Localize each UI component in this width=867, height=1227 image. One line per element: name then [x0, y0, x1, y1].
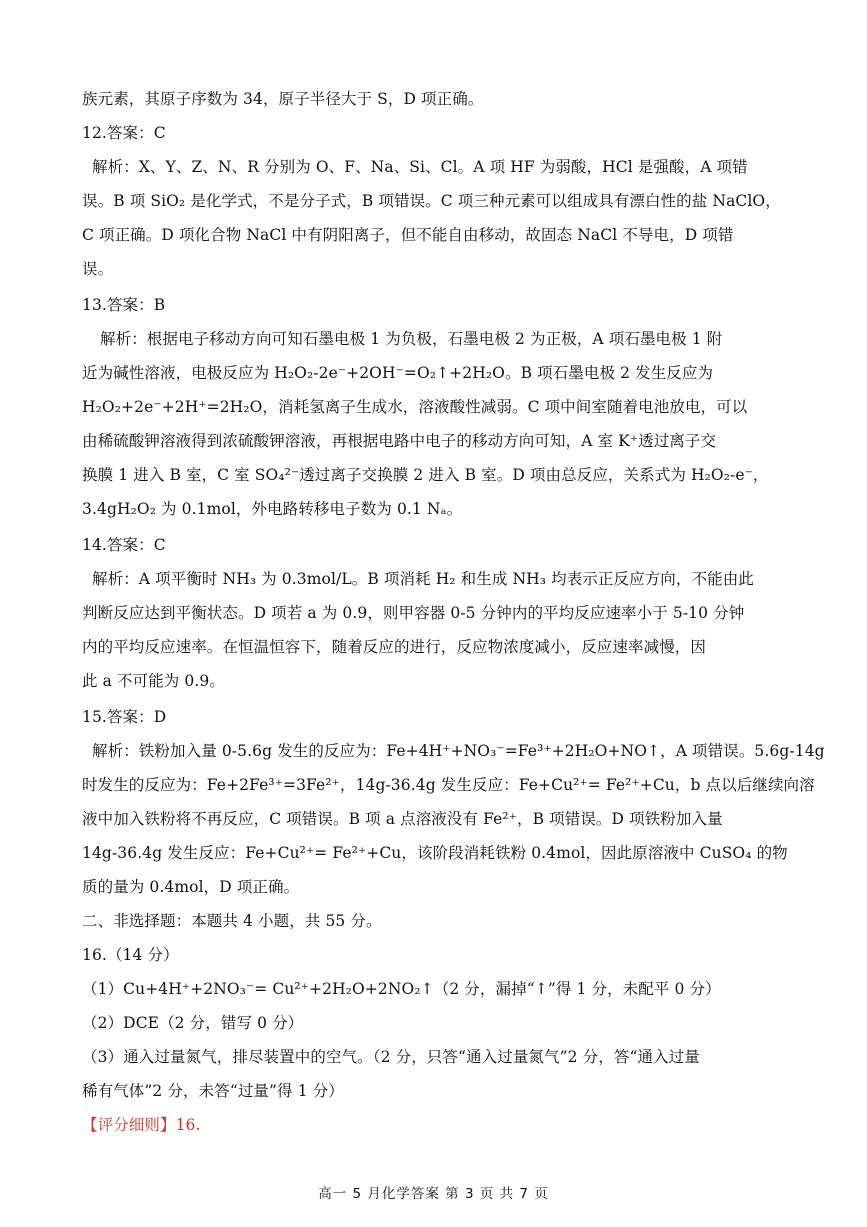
text-line: 3.4gH₂O₂ 为 0.1mol，外电路转移电子数为 0.1 Nₐ。: [82, 500, 463, 518]
text-line: 此 a 不可能为 0.9。: [82, 672, 225, 690]
question-heading: 16.（14 分）: [82, 946, 179, 964]
section-heading: 二、非选择题：本题共 4 小题，共 55 分。: [82, 912, 382, 930]
text-line: C 项正确。D 项化合物 NaCl 中有阴阳离子，但不能自由移动，故固态 NaCl 不导电，D 项错: [82, 226, 734, 244]
answer-heading: 15.答案：D: [82, 708, 167, 726]
answer-heading: 14.答案：C: [82, 536, 166, 554]
text-line: 时发生的反应为：Fe+2Fe³⁺=3Fe²⁺，14g-36.4g 发生反应：Fe+Cu²⁺= Fe²⁺+Cu，b 点以后继续向溶: [82, 776, 815, 794]
text-line: （3）通入过量氮气，排尽装置中的空气。（2 分，只答“通入过量氮气”2 分，答“通入过量: [82, 1048, 700, 1066]
text-line: 14g-36.4g 发生反应：Fe+Cu²⁺= Fe²⁺+Cu，该阶段消耗铁粉 0.4mol，因此原溶液中 CuSO₄ 的物: [82, 844, 788, 862]
text-line: （2）DCE（2 分，错写 0 分）: [82, 1014, 304, 1032]
text-line: 族元素，其原子序数为 34，原子半径大于 S，D 项正确。: [82, 90, 484, 108]
text-line: 解析：铁粉加入量 0-5.6g 发生的反应为：Fe+4H⁺+NO₃⁻=Fe³⁺+2H₂O+NO↑，A 项错误。5.6g-14g: [92, 742, 825, 760]
text-line: 误。: [82, 260, 114, 278]
text-line: （1）Cu+4H⁺+2NO₃⁻= Cu²⁺+2H₂O+2NO₂↑（2 分，漏掉“↑”得 1 分，未配平 0 分）: [82, 980, 721, 998]
answer-heading: 13.答案：B: [82, 296, 166, 314]
text-line: 解析：X、Y、Z、N、R 分别为 O、F、Na、Si、Cl。A 项 HF 为弱酸，HCl 是强酸，A 项错: [92, 158, 748, 176]
text-line: 液中加入铁粉将不再反应，C 项错误。B 项 a 点溶液没有 Fe²⁺，B 项错误。D 项铁粉加入量: [82, 810, 723, 828]
scoring-rules-heading: 【评分细则】16.: [82, 1116, 201, 1134]
text-line: 稀有气体”2 分，未答“过量”得 1 分）: [82, 1082, 344, 1100]
page-footer: 高一 5 月化学答案 第 3 页 共 7 页: [318, 1186, 549, 1202]
text-line: 质的量为 0.4mol，D 项正确。: [82, 878, 300, 896]
text-line: 误。B 项 SiO₂ 是化学式，不是分子式，B 项错误。C 项三种元素可以组成具有漂白性的盐 NaClO，: [82, 192, 781, 210]
answer-heading: 12.答案：C: [82, 124, 166, 142]
text-line: 解析：根据电子移动方向可知石墨电极 1 为负极，石墨电极 2 为正极，A 项石墨电极 1 附: [100, 330, 723, 348]
text-line: 换膜 1 进入 B 室，C 室 SO₄²⁻透过离子交换膜 2 进入 B 室。D 项由总反应，关系式为 H₂O₂-e⁻，: [82, 466, 769, 484]
text-line: 内的平均反应速率。在恒温恒容下，随着反应的进行，反应物浓度减小，反应速率减慢，因: [82, 638, 707, 656]
text-line: H₂O₂+2e⁻+2H⁺=2H₂O，消耗氢离子生成水，溶液酸性减弱。C 项中间室随着电池放电，可以: [82, 398, 748, 416]
text-line: 判断反应达到平衡状态。D 项若 a 为 0.9，则甲容器 0-5 分钟内的平均反应速率小于 5-10 分钟: [82, 604, 745, 622]
text-line: 由稀硫酸钾溶液得到浓硫酸钾溶液，再根据电路中电子的移动方向可知，A 室 K⁺透过离子交: [82, 432, 717, 450]
text-line: 解析：A 项平衡时 NH₃ 为 0.3mol/L。B 项消耗 H₂ 和生成 NH₃ 均表示正反应方向，不能由此: [92, 570, 754, 588]
text-line: 近为碱性溶液，电极反应为 H₂O₂-2e⁻+2OH⁻=O₂↑+2H₂O。B 项石墨电极 2 发生反应为: [82, 364, 714, 382]
